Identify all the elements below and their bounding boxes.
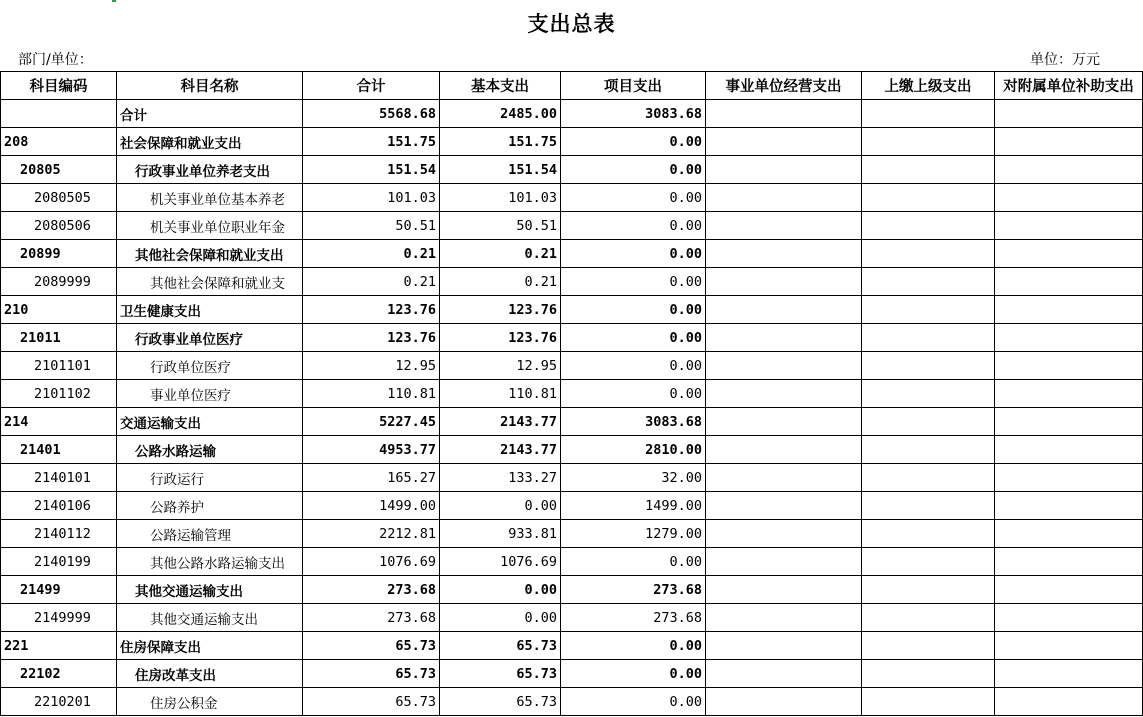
remit-cell[interactable] <box>862 688 995 716</box>
code-cell[interactable]: 22102 <box>1 660 117 688</box>
business-cell[interactable] <box>706 464 862 492</box>
business-cell[interactable] <box>706 296 862 324</box>
remit-cell[interactable] <box>862 296 995 324</box>
name-cell[interactable]: 交通运输支出 <box>117 408 303 436</box>
table-row <box>1 296 1143 324</box>
remit-cell[interactable] <box>862 184 995 212</box>
table-row <box>1 268 1143 296</box>
total-cell[interactable]: 65.73 <box>303 660 440 688</box>
basic-cell[interactable]: 65.73 <box>440 632 561 660</box>
basic-cell[interactable]: 133.27 <box>440 464 561 492</box>
table-row <box>1 548 1143 576</box>
code-cell[interactable]: 21499 <box>1 576 117 604</box>
page-title: 支出总表 <box>527 12 616 36</box>
remit-cell[interactable] <box>862 464 995 492</box>
subsidy-cell[interactable] <box>995 632 1143 660</box>
code-cell[interactable]: 2149999 <box>1 604 117 632</box>
name-cell[interactable]: 机关事业单位基本养老 <box>117 184 303 212</box>
remit-cell[interactable] <box>862 436 995 464</box>
table-row <box>1 128 1143 156</box>
remit-cell[interactable] <box>862 408 995 436</box>
table-row <box>1 660 1143 688</box>
business-cell[interactable] <box>706 688 862 716</box>
table-row <box>1 464 1143 492</box>
expenditure-table <box>0 71 1143 716</box>
total-cell[interactable]: 101.03 <box>303 184 440 212</box>
code-cell[interactable]: 20805 <box>1 156 117 184</box>
total-cell[interactable]: 4953.77 <box>303 436 440 464</box>
name-cell[interactable]: 其他社会保障和就业支 <box>117 268 303 296</box>
code-cell[interactable]: 214 <box>1 408 117 436</box>
subsidy-cell[interactable] <box>995 688 1143 716</box>
total-cell[interactable]: 273.68 <box>303 604 440 632</box>
basic-cell[interactable]: 2485.00 <box>440 100 561 128</box>
basic-cell[interactable]: 12.95 <box>440 352 561 380</box>
basic-cell[interactable]: 65.73 <box>440 660 561 688</box>
project-cell[interactable]: 0.00 <box>561 156 706 184</box>
code-cell[interactable]: 2089999 <box>1 268 117 296</box>
table-row <box>1 156 1143 184</box>
basic-cell[interactable]: 110.81 <box>440 380 561 408</box>
remit-cell[interactable] <box>862 324 995 352</box>
project-cell[interactable]: 0.00 <box>561 268 706 296</box>
name-cell[interactable]: 事业单位医疗 <box>117 380 303 408</box>
total-cell[interactable]: 151.75 <box>303 128 440 156</box>
remit-cell[interactable] <box>862 576 995 604</box>
code-cell[interactable]: 20899 <box>1 240 117 268</box>
total-cell[interactable]: 0.21 <box>303 240 440 268</box>
name-cell[interactable]: 行政事业单位医疗 <box>117 324 303 352</box>
business-cell[interactable] <box>706 240 862 268</box>
basic-cell[interactable]: 0.21 <box>440 240 561 268</box>
code-cell[interactable]: 2080505 <box>1 184 117 212</box>
project-cell[interactable]: 273.68 <box>561 604 706 632</box>
total-cell[interactable]: 123.76 <box>303 296 440 324</box>
name-cell[interactable]: 公路水路运输 <box>117 436 303 464</box>
table-row <box>1 324 1143 352</box>
basic-cell[interactable]: 151.75 <box>440 128 561 156</box>
cell-cursor-mark <box>112 0 116 2</box>
business-cell[interactable] <box>706 548 862 576</box>
code-cell[interactable]: 221 <box>1 632 117 660</box>
table-row <box>1 380 1143 408</box>
project-cell[interactable]: 2810.00 <box>561 436 706 464</box>
subsidy-cell[interactable] <box>995 380 1143 408</box>
basic-cell[interactable]: 2143.77 <box>440 408 561 436</box>
business-cell[interactable] <box>706 268 862 296</box>
project-cell[interactable]: 1499.00 <box>561 492 706 520</box>
business-cell[interactable] <box>706 604 862 632</box>
table-row <box>1 240 1143 268</box>
code-cell[interactable]: 2101101 <box>1 352 117 380</box>
code-cell[interactable]: 208 <box>1 128 117 156</box>
total-cell[interactable]: 50.51 <box>303 212 440 240</box>
project-cell[interactable]: 0.00 <box>561 212 706 240</box>
table-row <box>1 212 1143 240</box>
business-cell[interactable] <box>706 576 862 604</box>
remit-cell[interactable] <box>862 212 995 240</box>
basic-cell[interactable]: 0.00 <box>440 492 561 520</box>
total-cell[interactable]: 65.73 <box>303 632 440 660</box>
project-cell[interactable]: 0.00 <box>561 352 706 380</box>
table-row <box>1 352 1143 380</box>
total-cell[interactable]: 1076.69 <box>303 548 440 576</box>
code-cell[interactable]: 21011 <box>1 324 117 352</box>
business-cell[interactable] <box>706 212 862 240</box>
basic-cell[interactable]: 1076.69 <box>440 548 561 576</box>
business-cell[interactable] <box>706 492 862 520</box>
name-cell[interactable]: 其他交通运输支出 <box>117 576 303 604</box>
business-cell[interactable] <box>706 660 862 688</box>
project-cell[interactable]: 0.00 <box>561 128 706 156</box>
subsidy-cell[interactable] <box>995 100 1143 128</box>
basic-cell[interactable]: 2143.77 <box>440 436 561 464</box>
total-cell[interactable]: 123.76 <box>303 324 440 352</box>
subsidy-cell[interactable] <box>995 212 1143 240</box>
project-cell[interactable]: 32.00 <box>561 464 706 492</box>
project-cell[interactable]: 0.00 <box>561 548 706 576</box>
department-label: 部门/单位： <box>18 52 93 68</box>
subsidy-cell[interactable] <box>995 156 1143 184</box>
total-cell[interactable]: 5568.68 <box>303 100 440 128</box>
subsidy-cell[interactable] <box>995 604 1143 632</box>
subsidy-cell[interactable] <box>995 576 1143 604</box>
code-cell[interactable]: 2210201 <box>1 688 117 716</box>
remit-cell[interactable] <box>862 240 995 268</box>
code-cell[interactable] <box>1 100 117 128</box>
name-cell[interactable]: 住房改革支出 <box>117 660 303 688</box>
total-cell[interactable]: 5227.45 <box>303 408 440 436</box>
project-cell[interactable]: 0.00 <box>561 324 706 352</box>
header-business[interactable]: 事业单位经营支出 <box>706 72 862 100</box>
name-cell[interactable]: 机关事业单位职业年金 <box>117 212 303 240</box>
project-cell[interactable]: 0.00 <box>561 688 706 716</box>
table-row <box>1 576 1143 604</box>
subsidy-cell[interactable] <box>995 296 1143 324</box>
basic-cell[interactable]: 933.81 <box>440 520 561 548</box>
total-cell[interactable]: 2212.81 <box>303 520 440 548</box>
business-cell[interactable] <box>706 100 862 128</box>
subsidy-cell[interactable] <box>995 324 1143 352</box>
business-cell[interactable] <box>706 408 862 436</box>
name-cell[interactable]: 社会保障和就业支出 <box>117 128 303 156</box>
basic-cell[interactable]: 65.73 <box>440 688 561 716</box>
basic-cell[interactable]: 0.21 <box>440 268 561 296</box>
subsidy-cell[interactable] <box>995 520 1143 548</box>
code-cell[interactable]: 2140106 <box>1 492 117 520</box>
table-row <box>1 688 1143 716</box>
basic-cell[interactable]: 0.00 <box>440 576 561 604</box>
project-cell[interactable]: 3083.68 <box>561 408 706 436</box>
remit-cell[interactable] <box>862 520 995 548</box>
code-cell[interactable]: 2140199 <box>1 548 117 576</box>
subsidy-cell[interactable] <box>995 660 1143 688</box>
subsidy-cell[interactable] <box>995 128 1143 156</box>
name-cell[interactable]: 行政运行 <box>117 464 303 492</box>
total-cell[interactable]: 65.73 <box>303 688 440 716</box>
basic-cell[interactable]: 50.51 <box>440 212 561 240</box>
project-cell[interactable]: 3083.68 <box>561 100 706 128</box>
remit-cell[interactable] <box>862 268 995 296</box>
total-cell[interactable]: 273.68 <box>303 576 440 604</box>
project-cell[interactable]: 0.00 <box>561 184 706 212</box>
remit-cell[interactable] <box>862 660 995 688</box>
business-cell[interactable] <box>706 352 862 380</box>
header-code[interactable]: 科目编码 <box>1 72 117 100</box>
table-header-row <box>1 72 1143 100</box>
name-cell[interactable]: 住房公积金 <box>117 688 303 716</box>
name-cell[interactable]: 公路养护 <box>117 492 303 520</box>
table-row <box>1 604 1143 632</box>
name-cell[interactable]: 住房保障支出 <box>117 632 303 660</box>
basic-cell[interactable]: 0.00 <box>440 604 561 632</box>
name-cell[interactable]: 卫生健康支出 <box>117 296 303 324</box>
business-cell[interactable] <box>706 632 862 660</box>
code-cell[interactable]: 2140112 <box>1 520 117 548</box>
total-cell[interactable]: 1499.00 <box>303 492 440 520</box>
remit-cell[interactable] <box>862 100 995 128</box>
code-cell[interactable]: 2080506 <box>1 212 117 240</box>
business-cell[interactable] <box>706 520 862 548</box>
code-cell[interactable]: 21401 <box>1 436 117 464</box>
total-cell[interactable]: 151.54 <box>303 156 440 184</box>
remit-cell[interactable] <box>862 604 995 632</box>
name-cell[interactable]: 其他公路水路运输支出 <box>117 548 303 576</box>
project-cell[interactable]: 0.00 <box>561 296 706 324</box>
header-basic[interactable]: 基本支出 <box>440 72 561 100</box>
basic-cell[interactable]: 101.03 <box>440 184 561 212</box>
code-cell[interactable]: 2101102 <box>1 380 117 408</box>
table-row <box>1 184 1143 212</box>
code-cell[interactable]: 210 <box>1 296 117 324</box>
name-cell[interactable]: 行政事业单位养老支出 <box>117 156 303 184</box>
remit-cell[interactable] <box>862 128 995 156</box>
remit-cell[interactable] <box>862 380 995 408</box>
subsidy-cell[interactable] <box>995 408 1143 436</box>
remit-cell[interactable] <box>862 156 995 184</box>
remit-cell[interactable] <box>862 352 995 380</box>
unit-label: 单位：万元 <box>1030 52 1100 68</box>
remit-cell[interactable] <box>862 548 995 576</box>
subsidy-cell[interactable] <box>995 240 1143 268</box>
total-cell[interactable]: 0.21 <box>303 268 440 296</box>
total-cell[interactable]: 165.27 <box>303 464 440 492</box>
business-cell[interactable] <box>706 436 862 464</box>
table-row <box>1 520 1143 548</box>
business-cell[interactable] <box>706 380 862 408</box>
code-cell[interactable]: 2140101 <box>1 464 117 492</box>
name-cell[interactable]: 公路运输管理 <box>117 520 303 548</box>
basic-cell[interactable]: 151.54 <box>440 156 561 184</box>
table-row <box>1 632 1143 660</box>
business-cell[interactable] <box>706 128 862 156</box>
subsidy-cell[interactable] <box>995 464 1143 492</box>
name-cell[interactable]: 合计 <box>117 100 303 128</box>
subsidy-cell[interactable] <box>995 548 1143 576</box>
basic-cell[interactable]: 123.76 <box>440 296 561 324</box>
header-name[interactable]: 科目名称 <box>117 72 303 100</box>
subsidy-cell[interactable] <box>995 492 1143 520</box>
subsidy-cell[interactable] <box>995 184 1143 212</box>
project-cell[interactable]: 0.00 <box>561 632 706 660</box>
name-cell[interactable]: 行政单位医疗 <box>117 352 303 380</box>
project-cell[interactable]: 0.00 <box>561 380 706 408</box>
header-project[interactable]: 项目支出 <box>561 72 706 100</box>
table-row <box>1 100 1143 128</box>
basic-cell[interactable]: 123.76 <box>440 324 561 352</box>
subsidy-cell[interactable] <box>995 436 1143 464</box>
business-cell[interactable] <box>706 324 862 352</box>
table-row <box>1 408 1143 436</box>
business-cell[interactable] <box>706 156 862 184</box>
subsidy-cell[interactable] <box>995 352 1143 380</box>
remit-cell[interactable] <box>862 632 995 660</box>
name-cell[interactable]: 其他交通运输支出 <box>117 604 303 632</box>
business-cell[interactable] <box>706 184 862 212</box>
header-total[interactable]: 合计 <box>303 72 440 100</box>
header-remit[interactable]: 上缴上级支出 <box>862 72 995 100</box>
project-cell[interactable]: 273.68 <box>561 576 706 604</box>
header-subsidy[interactable]: 对附属单位补助支出 <box>995 72 1143 100</box>
project-cell[interactable]: 0.00 <box>561 240 706 268</box>
total-cell[interactable]: 110.81 <box>303 380 440 408</box>
project-cell[interactable]: 1279.00 <box>561 520 706 548</box>
total-cell[interactable]: 12.95 <box>303 352 440 380</box>
remit-cell[interactable] <box>862 492 995 520</box>
project-cell[interactable]: 0.00 <box>561 660 706 688</box>
table-row <box>1 492 1143 520</box>
name-cell[interactable]: 其他社会保障和就业支出 <box>117 240 303 268</box>
subsidy-cell[interactable] <box>995 268 1143 296</box>
table-row <box>1 436 1143 464</box>
